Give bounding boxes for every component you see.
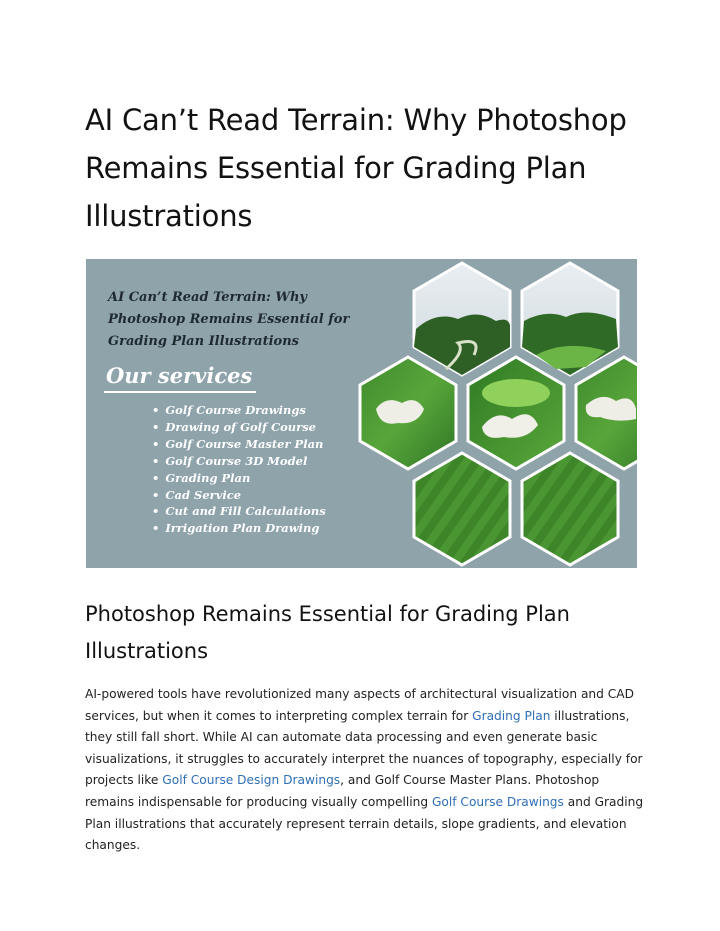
service-item-label: Golf Course 3D Model: [165, 453, 308, 468]
service-item: [152, 487, 326, 504]
golf-course-drawings-link[interactable]: Golf Course Drawings: [431, 794, 564, 809]
service-item-label: Cut and Fill Calculations: [165, 504, 326, 519]
hex-tile-middle-left: [360, 357, 456, 469]
service-item-label: Grading Plan: [165, 470, 251, 485]
golf-course-design-drawings-link[interactable]: Golf Course Design Drawings: [162, 773, 341, 788]
service-item: [152, 453, 326, 470]
services-heading: Our services: [106, 363, 253, 388]
paragraph-text: , and Golf Course Master Plans. Photoshop remains indispensable for producing visually compelling: [85, 773, 600, 809]
bullet: •: [152, 419, 160, 434]
services-list: [152, 402, 326, 537]
bullet: •: [152, 521, 160, 536]
banner-title: AI Can’t Read Terrain: Why Photoshop Remains Essential for Grading Plan Illustrations: [108, 290, 350, 349]
hex-tile-bottom-right: [522, 453, 618, 565]
service-item: [152, 470, 326, 487]
service-item: [152, 520, 326, 537]
section-heading: Photoshop Remains Essential for Grading Plan Illustrations: [85, 602, 570, 663]
hex-tile-middle-center: [468, 357, 564, 469]
bullet: •: [152, 470, 160, 485]
service-item: [152, 402, 326, 419]
bullet: •: [152, 453, 160, 468]
service-item-label: Irrigation Plan Drawing: [165, 521, 320, 536]
body-paragraph: [85, 684, 645, 857]
article-banner-image: [86, 259, 637, 568]
service-item-label: Golf Course Drawings: [165, 403, 306, 417]
bullet: •: [152, 403, 160, 417]
bullet: •: [152, 487, 160, 502]
service-item: [152, 503, 326, 520]
service-item-label: Drawing of Golf Course: [165, 419, 316, 434]
services-heading-underline: [104, 391, 256, 393]
service-item: [152, 436, 326, 453]
service-item-label: Cad Service: [165, 487, 242, 502]
hex-tile-middle-right: [576, 357, 637, 469]
bullet: •: [152, 504, 160, 519]
service-item: [152, 419, 326, 436]
paragraph-text: and Grading Plan illustrations that accurately represent terrain details, slope gradients, and elevation changes.: [85, 794, 644, 853]
bullet: •: [152, 436, 160, 451]
hex-tile-top-left: [414, 263, 510, 375]
hex-tile-top-right: [522, 263, 618, 375]
hex-tile-bottom-left: [414, 453, 510, 565]
grading-plan-link[interactable]: Grading Plan: [472, 708, 551, 723]
paragraph-text: AI-powered tools have revolutionized many aspects of architectural visualization and CAD services, but when it comes to interpreting complex terrain for: [85, 687, 634, 723]
page-title: AI Can’t Read Terrain: Why Photoshop Remains Essential for Grading Plan Illustrations: [85, 103, 627, 233]
paragraph-text: illustrations, they still fall short. While AI can automate data processing and even generate basic visualizations, it struggles to accurately interpret the nuances of topography, especially for projects like: [85, 708, 643, 788]
service-item-label: Golf Course Master Plan: [165, 436, 324, 451]
